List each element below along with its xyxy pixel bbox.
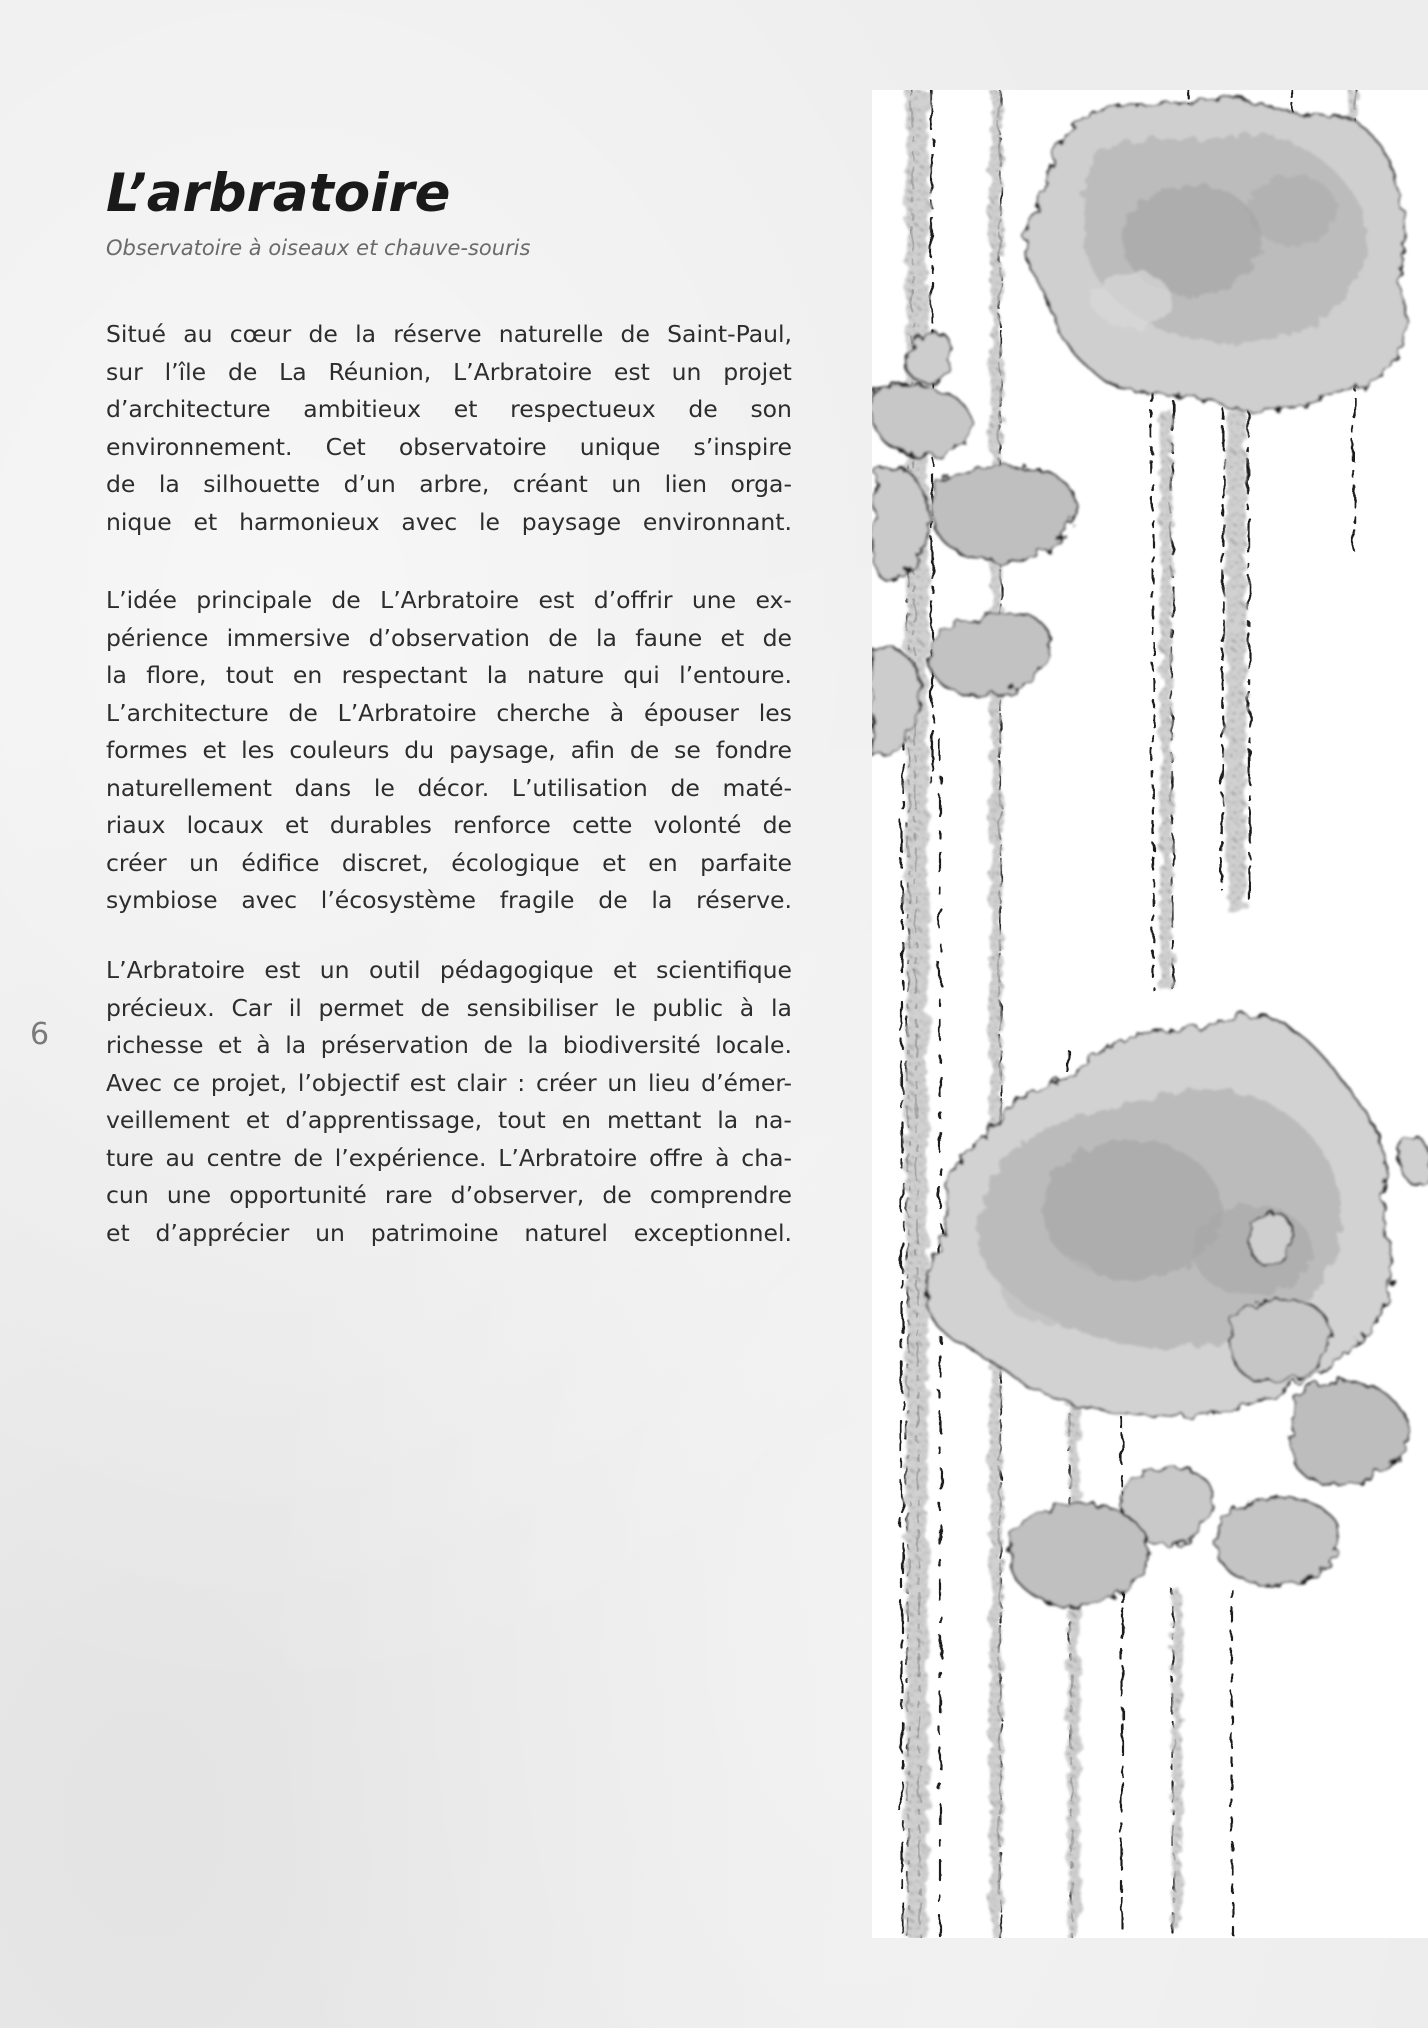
word: La bbox=[279, 357, 307, 386]
word: l’écosystème bbox=[320, 886, 476, 914]
word: et bbox=[217, 1031, 242, 1059]
word: de bbox=[598, 886, 628, 914]
word: : bbox=[517, 1068, 526, 1097]
word: un bbox=[671, 357, 702, 386]
word: au bbox=[183, 320, 213, 348]
word: de bbox=[106, 470, 136, 498]
word: paysage bbox=[521, 507, 622, 536]
word: de bbox=[620, 320, 650, 348]
word: nique bbox=[106, 507, 172, 536]
word: préservation bbox=[320, 1031, 469, 1059]
word: discret, bbox=[341, 848, 429, 877]
word: cha- bbox=[741, 1143, 792, 1172]
word: de bbox=[548, 623, 578, 652]
paragraph-line bbox=[106, 990, 792, 1028]
word: public bbox=[652, 993, 724, 1022]
word: réserve bbox=[393, 320, 482, 348]
paragraph-line bbox=[106, 1065, 792, 1103]
paragraph-line bbox=[106, 952, 792, 990]
paragraph-line bbox=[106, 695, 792, 733]
paragraph-3 bbox=[106, 952, 792, 1252]
word: nature bbox=[527, 661, 605, 689]
word: faune bbox=[635, 623, 703, 652]
word: durables bbox=[329, 811, 432, 839]
word: de bbox=[288, 698, 318, 727]
word: Réunion, bbox=[328, 357, 432, 386]
word: est bbox=[538, 586, 575, 614]
paragraph-line bbox=[106, 807, 792, 845]
word: le bbox=[478, 507, 500, 536]
word: renforce bbox=[453, 811, 551, 839]
word: outil bbox=[368, 956, 421, 984]
word: d’observation bbox=[368, 623, 530, 652]
word: principale bbox=[196, 586, 313, 614]
word: arbre, bbox=[419, 470, 490, 498]
word: et bbox=[106, 1218, 130, 1247]
word: environnant. bbox=[642, 507, 792, 536]
word: de bbox=[602, 1181, 632, 1209]
word: environnement. bbox=[106, 432, 293, 461]
word: d’un bbox=[343, 470, 396, 498]
word: à bbox=[739, 993, 755, 1022]
word: un bbox=[315, 1218, 345, 1247]
word: Avec bbox=[106, 1068, 162, 1097]
word: s’inspire bbox=[693, 432, 792, 461]
word: et bbox=[245, 1106, 270, 1134]
word: L’Arbratoire bbox=[498, 1143, 638, 1172]
word: en bbox=[561, 1106, 592, 1134]
word: projet, bbox=[210, 1068, 288, 1097]
word: les bbox=[758, 698, 792, 727]
word: l’île bbox=[164, 357, 207, 386]
word: couleurs bbox=[289, 736, 390, 764]
word: et bbox=[613, 956, 637, 984]
word: la bbox=[486, 661, 508, 689]
paragraph-line bbox=[106, 770, 792, 808]
paragraph-line bbox=[106, 466, 792, 504]
word: la bbox=[717, 1106, 739, 1134]
paragraph-line bbox=[106, 620, 792, 658]
word: exceptionnel. bbox=[633, 1218, 792, 1247]
word: fondre bbox=[715, 736, 792, 764]
word: l’entoure. bbox=[679, 661, 792, 689]
word: observatoire bbox=[398, 432, 547, 461]
word: de bbox=[293, 1143, 323, 1172]
word: le bbox=[373, 773, 395, 802]
word: précieux. bbox=[106, 993, 215, 1022]
paragraph-line bbox=[106, 732, 792, 770]
word: pédagogique bbox=[439, 956, 594, 984]
word: cherche bbox=[496, 698, 591, 727]
word: de bbox=[331, 586, 361, 614]
word: le bbox=[614, 993, 636, 1022]
word: à bbox=[256, 1031, 271, 1059]
paragraph-line bbox=[106, 1140, 792, 1178]
word: de bbox=[483, 1031, 513, 1059]
tree-sketch-illustration-icon bbox=[872, 90, 1428, 1938]
word: un bbox=[611, 470, 642, 498]
word: au bbox=[165, 1143, 195, 1172]
word: comprendre bbox=[649, 1181, 792, 1209]
word: Saint-Paul, bbox=[667, 320, 792, 348]
word: du bbox=[404, 736, 435, 764]
word: harmonieux bbox=[239, 507, 380, 536]
word: sensibiliser bbox=[466, 993, 598, 1022]
word: orga- bbox=[730, 470, 792, 498]
word: immersive bbox=[226, 623, 351, 652]
word: opportunité bbox=[229, 1181, 367, 1209]
upper-canopy bbox=[1025, 98, 1405, 411]
paragraph-line bbox=[106, 1027, 792, 1065]
left-leaf-clusters bbox=[872, 332, 1075, 755]
word: une bbox=[691, 586, 737, 614]
word: L’Arbratoire bbox=[453, 357, 593, 386]
word: créer bbox=[106, 848, 167, 877]
word: Cet bbox=[325, 432, 366, 461]
word: lien bbox=[664, 470, 708, 498]
paragraph-line bbox=[106, 429, 792, 467]
word: de bbox=[688, 395, 718, 423]
word: réserve. bbox=[696, 886, 792, 914]
word: respectueux bbox=[510, 395, 656, 423]
word: écologique bbox=[451, 848, 580, 877]
word: symbiose bbox=[106, 886, 218, 914]
paragraph-line bbox=[106, 354, 792, 392]
word: en bbox=[648, 848, 678, 877]
word: paysage, bbox=[449, 736, 556, 764]
word: d’architecture bbox=[106, 395, 271, 423]
word: qui bbox=[623, 661, 660, 689]
word: L’Arbratoire bbox=[337, 698, 477, 727]
word: L’architecture bbox=[106, 698, 269, 727]
word: de bbox=[308, 320, 338, 348]
word: épouser bbox=[643, 698, 739, 727]
word: les bbox=[241, 736, 275, 764]
paragraph-line bbox=[106, 582, 792, 620]
word: tout bbox=[225, 661, 274, 689]
word: L’Arbratoire bbox=[106, 956, 246, 984]
word: décor. bbox=[417, 773, 490, 802]
word: na- bbox=[754, 1106, 792, 1134]
word: et bbox=[284, 811, 309, 839]
illustration-panel bbox=[872, 90, 1428, 1938]
word: locaux bbox=[186, 811, 264, 839]
paragraph-line bbox=[106, 316, 792, 354]
word: parfaite bbox=[700, 848, 792, 877]
word: afin bbox=[570, 736, 615, 764]
word: de bbox=[420, 993, 450, 1022]
word: et bbox=[720, 623, 745, 652]
word: une bbox=[166, 1181, 212, 1209]
word: se bbox=[674, 736, 701, 764]
word: fragile bbox=[499, 886, 575, 914]
word: un bbox=[319, 956, 350, 984]
word: patrimoine bbox=[370, 1218, 499, 1247]
word: de bbox=[762, 623, 792, 652]
word: Situé bbox=[106, 320, 167, 348]
word: cœur bbox=[229, 320, 292, 348]
page-subtitle: Observatoire à oiseaux et chauve-souris bbox=[106, 236, 531, 260]
word: l’expérience. bbox=[334, 1143, 487, 1172]
paragraph-line bbox=[106, 657, 792, 695]
word: tout bbox=[498, 1106, 546, 1134]
word: de bbox=[629, 736, 660, 764]
word: permet bbox=[318, 993, 404, 1022]
word: sur bbox=[106, 357, 143, 386]
word: il bbox=[288, 993, 302, 1022]
word: clair bbox=[456, 1068, 507, 1097]
word: l’objectif bbox=[297, 1068, 400, 1097]
word: ce bbox=[172, 1068, 201, 1097]
word: cette bbox=[572, 811, 633, 839]
word: est bbox=[264, 956, 301, 984]
word: ture bbox=[106, 1143, 154, 1172]
word: L’idée bbox=[106, 586, 177, 614]
paragraph-1 bbox=[106, 316, 792, 541]
word: veillement bbox=[106, 1106, 230, 1134]
word: L’utilisation bbox=[511, 773, 648, 802]
word: est bbox=[613, 357, 650, 386]
word: de bbox=[227, 357, 258, 386]
word: offre bbox=[649, 1143, 704, 1172]
word: avec bbox=[401, 507, 458, 536]
word: richesse bbox=[106, 1031, 204, 1059]
word: d’offrir bbox=[593, 586, 673, 614]
word: unique bbox=[579, 432, 661, 461]
word: créer bbox=[535, 1068, 597, 1097]
word: naturel bbox=[524, 1218, 608, 1247]
word: en bbox=[292, 661, 323, 689]
word: la bbox=[106, 661, 127, 689]
word: à bbox=[715, 1143, 730, 1172]
word: mettant bbox=[607, 1106, 702, 1134]
word: la bbox=[596, 623, 617, 652]
word: L’Arbratoire bbox=[380, 586, 520, 614]
word: édifice bbox=[241, 848, 320, 877]
word: à bbox=[609, 698, 625, 727]
word: la bbox=[770, 993, 792, 1022]
word: créant bbox=[512, 470, 588, 498]
word: la bbox=[355, 320, 377, 348]
word: périence bbox=[106, 623, 209, 652]
paragraph-line bbox=[106, 1177, 792, 1215]
word: avec bbox=[241, 886, 298, 914]
paragraph-line bbox=[106, 504, 792, 542]
word: formes bbox=[106, 736, 188, 764]
paragraph-2 bbox=[106, 582, 792, 920]
page-number: 6 bbox=[30, 1017, 50, 1052]
paragraph-line bbox=[106, 1102, 792, 1140]
word: ex- bbox=[755, 586, 792, 614]
word: projet bbox=[723, 357, 792, 386]
word: de bbox=[670, 773, 700, 802]
word: centre bbox=[206, 1143, 282, 1172]
word: silhouette bbox=[203, 470, 321, 498]
word: et bbox=[193, 507, 218, 536]
word: la bbox=[527, 1031, 549, 1059]
word: dans bbox=[294, 773, 352, 802]
word: volonté bbox=[653, 811, 742, 839]
word: la bbox=[651, 886, 673, 914]
word: son bbox=[750, 395, 792, 423]
word: un bbox=[189, 848, 219, 877]
word: et bbox=[602, 848, 626, 877]
word: locale. bbox=[715, 1031, 792, 1059]
word: rare bbox=[384, 1181, 433, 1209]
page-title: L’arbratoire bbox=[106, 163, 451, 224]
word: d’apprécier bbox=[155, 1218, 290, 1247]
word: lieu bbox=[647, 1068, 691, 1097]
word: flore, bbox=[146, 661, 207, 689]
paragraph-line bbox=[106, 882, 792, 920]
word: scientifique bbox=[656, 956, 792, 984]
word: respectant bbox=[341, 661, 468, 689]
word: naturellement bbox=[106, 773, 272, 802]
word: la bbox=[285, 1031, 307, 1059]
word: et bbox=[453, 395, 478, 423]
word: est bbox=[409, 1068, 446, 1097]
word: d’apprentissage, bbox=[285, 1106, 483, 1134]
word: d’émer- bbox=[701, 1068, 792, 1097]
word: cun bbox=[106, 1181, 149, 1209]
word: biodiversité bbox=[562, 1031, 701, 1059]
word: de bbox=[762, 811, 792, 839]
paragraph-line bbox=[106, 1215, 792, 1253]
word: naturelle bbox=[498, 320, 604, 348]
word: et bbox=[202, 736, 227, 764]
word: un bbox=[607, 1068, 638, 1097]
word: la bbox=[158, 470, 180, 498]
word: Car bbox=[231, 993, 272, 1022]
word: d’observer, bbox=[450, 1181, 585, 1209]
paragraph-line bbox=[106, 391, 792, 429]
word: maté- bbox=[722, 773, 792, 802]
word: riaux bbox=[106, 811, 166, 839]
paragraph-line bbox=[106, 845, 792, 883]
word: ambitieux bbox=[303, 395, 422, 423]
